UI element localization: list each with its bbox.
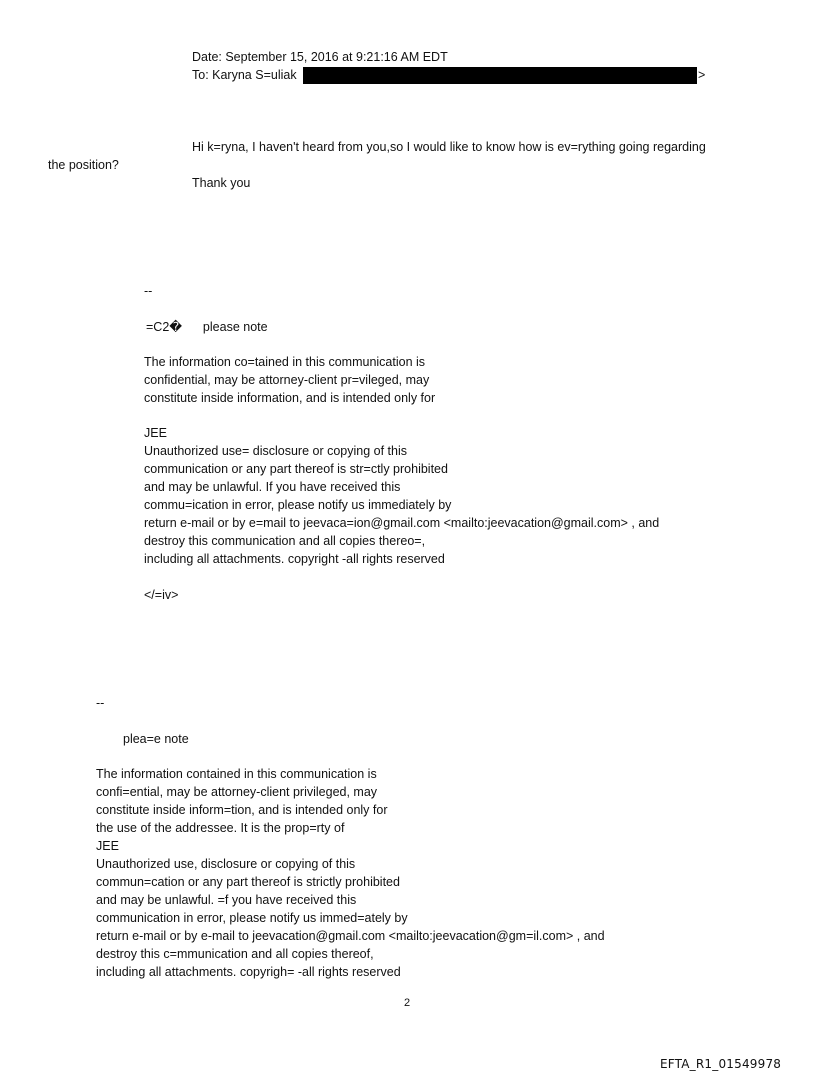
message-line-1: Hi k=ryna, I haven't heard from you,so I would like to know how is ev=rything going regarding	[192, 140, 706, 154]
email-to-close: >	[698, 68, 706, 82]
signature-outer-line: Unauthorized use, disclosure or copying of this	[96, 857, 356, 871]
signature-inner-line: destroy this communication and all copies thereo=,	[144, 534, 426, 548]
signature-outer-line: the use of the addressee. It is the prop=rty of	[96, 821, 345, 835]
signature-outer-body	[96, 765, 605, 981]
signature-inner-dashes: --	[144, 284, 153, 298]
email-date: Date: September 15, 2016 at 9:21:16 AM EDT	[192, 50, 448, 64]
signature-inner-line: including all attachments. copyright -all rights reserved	[144, 552, 445, 566]
signature-inner-line: and may be unlawful. If you have received this	[144, 480, 401, 494]
signature-inner-para-2	[144, 424, 659, 568]
signature-outer-line: communication in error, please notify us immed=ately by	[96, 911, 408, 925]
signature-inner-line: constitute inside information, and is intended only for	[144, 391, 436, 405]
signature-outer-dashes: --	[96, 696, 105, 710]
message-line-2: the position?	[48, 158, 119, 172]
message-closing: Thank you	[192, 176, 251, 190]
signature-outer-line: JEE	[96, 839, 119, 853]
signature-outer-line: The information contained in this communication is	[96, 767, 377, 781]
signature-inner-line: The information co=tained in this communication is	[144, 355, 426, 369]
signature-outer-line: and may be unlawful. =f you have received this	[96, 893, 357, 907]
signature-inner-closing-tag: </=iv>	[144, 588, 179, 602]
signature-inner-line: return e-mail or by e=mail to jeevaca=ion@gmail.com <mailto:jeevacation@gmail.com> , and	[144, 516, 660, 530]
signature-outer-note: plea=e note	[123, 732, 189, 746]
redaction-bar	[303, 67, 697, 84]
signature-outer-line: return e-mail or by e-mail to jeevacation@gmail.com <mailto:jeevacation@gm=il.com> , and	[96, 929, 605, 943]
signature-inner-line: JEE	[144, 426, 167, 440]
bates-number: EFTA_R1_01549978	[660, 1057, 782, 1071]
signature-outer-line: destroy this c=mmunication and all copies thereof,	[96, 947, 374, 961]
signature-outer-line: commun=cation or any part thereof is strictly prohibited	[96, 875, 400, 889]
page-number: 2	[404, 997, 411, 1009]
signature-outer-line: constitute inside inform=tion, and is intended only for	[96, 803, 388, 817]
signature-inner-line: Unauthorized use= disclosure or copying of this	[144, 444, 407, 458]
signature-inner-line: communication or any part thereof is str=ctly prohibited	[144, 462, 448, 476]
signature-outer-line: confi=ential, may be attorney-client privileged, may	[96, 785, 378, 799]
signature-inner-line: confidential, may be attorney-client pr=vileged, may	[144, 373, 430, 387]
email-to: To: Karyna S=uliak	[192, 68, 297, 82]
signature-inner-note: =C2� please note	[146, 320, 268, 334]
signature-inner-line: commu=ication in error, please notify us immediately by	[144, 498, 452, 512]
signature-inner-para-1	[144, 353, 435, 407]
signature-outer-line: including all attachments. copyrigh= -all rights reserved	[96, 965, 401, 979]
